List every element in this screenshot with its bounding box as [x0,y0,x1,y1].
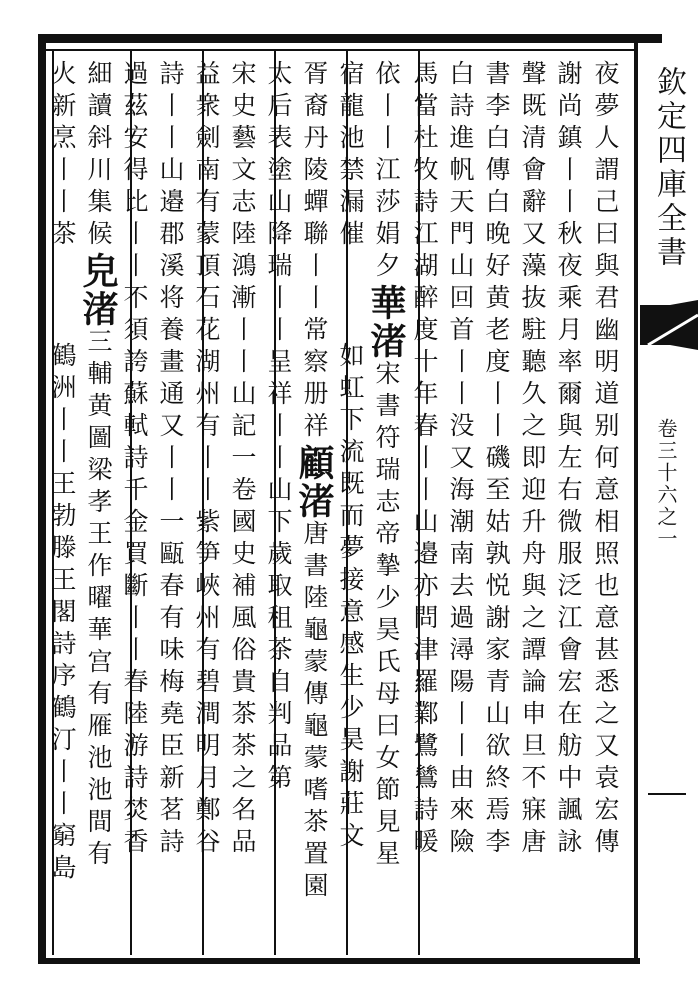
text-column [585,60,625,860]
column-text: 胥裔丹陵蟬聯丨丨常察册祥 [300,60,329,444]
column-text: 馬當杜牧詩江湖醉度十年春丨丨山邉亦問津羅鄴鷺鷥詩暖 [410,60,439,860]
column-text: 聲既清會辭又藻抜駐聽久之即迎升舟與之譚論申旦不寐唐 [518,60,547,860]
fish-tail-mark-icon [640,300,699,350]
text-column [186,60,226,860]
column-text: 三輔黄圖梁孝王作曜華宫有雁池池間有 [84,328,113,872]
text-column [548,60,588,860]
text-column [150,60,190,860]
text-column [512,60,552,860]
column-text: 如虹下流既而夢接意感生少昊謝莊文 [336,342,365,854]
text-column [366,60,406,872]
headword: 華渚 [365,284,407,360]
text-column [476,60,516,860]
column-text: 鶴洲丨丨王勃滕王閣詩序鶴汀丨丨窮島 [48,342,77,886]
column-text: 詩丨丨山邉郡溪将養畫通又丨丨一甌春有味梅堯臣新茗詩 [156,60,185,860]
text-column [42,60,82,886]
frame-right-border [634,34,638,964]
text-column [114,60,154,860]
column-text: 依丨丨江莎娟夕 [372,60,401,284]
column-text: 書李白傳白晚好黄老度丨丨磯至姑孰悦謝家青山欲終焉李 [482,60,511,860]
column-text: 益衆劍南有蒙頂石花湖州有丨丨紫笋峽州有碧澗明月鄭谷 [192,60,221,860]
text-column [404,60,444,860]
text-column [440,60,480,860]
column-text: 太后表塗山降瑞丨丨呈祥丨丨山下歲取租茶自判品第 [264,60,293,796]
volume-number: 卷三十六之一 [654,418,678,550]
column-text: 宿龍池禁漏催 [336,60,365,252]
margin-mark [648,793,686,795]
column-text: 火新烹丨丨茶 [48,60,77,252]
column-text: 夜夢人謂己曰與君幽明道别何意相照也意甚悉之又袁宏傳 [591,60,620,860]
library-title: 欽定四庫全書 [651,66,686,270]
text-column [294,60,334,904]
headword: 皃渚 [77,252,119,328]
column-text: 白詩進帆天門山回首丨丨没又海潮南去過潯陽丨丨由來險 [446,60,475,860]
text-column [258,60,298,796]
column-text: 宋書符瑞志帝摯少昊氏母曰女節見星 [372,360,401,872]
column-text: 唐書陸龜蒙傳龜蒙嗜茶置園 [300,520,329,904]
text-column [330,60,370,854]
column-text: 謝尚鎮丨丨秋夜乘月率爾與左右微服泛江會宏在舫中諷詠 [554,60,583,860]
column-text: 過茲安得比丨丨不須誇蘇軾詩千金買斷丨丨春陸游詩焚香 [120,60,149,860]
frame-bottom-border [38,958,640,964]
text-column [222,60,262,860]
inner-top-border [46,49,634,51]
column-text: 細讀斜川集候 [84,60,113,252]
frame-top-border [38,34,662,43]
headword: 顧渚 [293,444,335,520]
column-text: 宋史藝文志陸鴻漸丨丨山記一卷國史補風俗貴茶茶之名品 [228,60,257,860]
text-column [78,60,118,872]
